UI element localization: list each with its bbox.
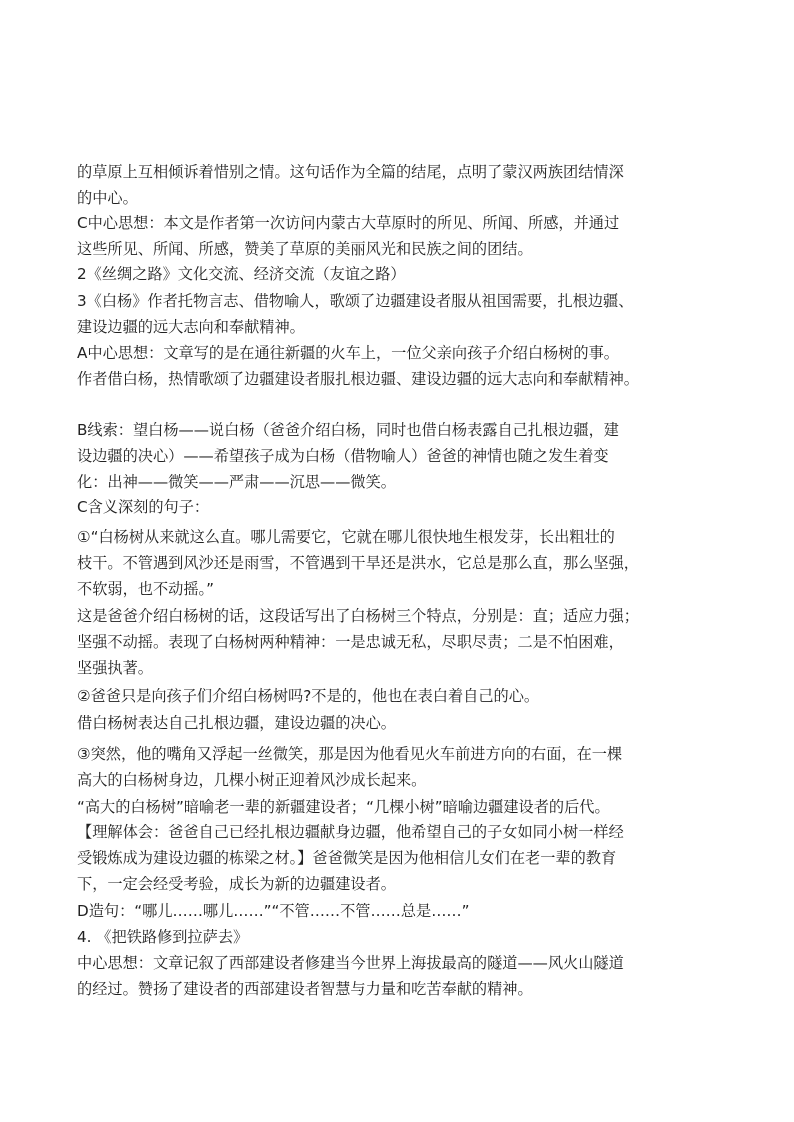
text-line: 枝干。不管遇到风沙还是雨雪，不管遇到干旱还是洪水，它总是那么直，那么坚强， <box>77 554 639 572</box>
text-line: 作者借白杨，热情歌颂了边疆建设者服扎根边疆、建设边疆的远大志向和奉献精神。 <box>77 370 639 388</box>
text-line: 的中心。 <box>77 189 138 207</box>
text-line: 2《丝绸之路》文化交流、经济交流（友谊之路） <box>77 265 406 283</box>
text-line: 的经过。赞扬了建设者的西部建设者智慧与力量和吃苦奉献的精神。 <box>77 980 533 998</box>
text-line: 这些所见、所闻、所感，赞美了草原的美丽风光和民族之间的团结。 <box>77 240 533 258</box>
text-line: C中心思想：本文是作者第一次访问内蒙古大草原时的所见、所闻、所感，并通过 <box>77 214 620 232</box>
text-line: 化：出神——微笑——严肃——沉思——微笑。 <box>77 473 396 491</box>
text-line: 坚强不动摇。表现了白杨树两种精神：一是忠诚无私，尽职尽责；二是不怕困难， <box>77 633 624 651</box>
text-line: 高大的白杨树身边，几棵小树正迎着风沙成长起来。 <box>77 771 427 789</box>
text-line: 下，一定会经受考验，成长为新的边疆建设者。 <box>77 875 396 893</box>
text-line: ③突然，他的嘴角又浮起一丝微笑，那是因为他看见火车前进方向的右面，在一棵 <box>77 745 623 763</box>
text-line: 不软弱，也不动摇。” <box>77 580 214 598</box>
text-line: ②爸爸只是向孩子们介绍白杨树吗?不是的，他也在表白着自己的心。 <box>77 687 540 705</box>
text-line: 坚强执著。 <box>77 659 153 677</box>
text-line: D造句：“哪儿……哪儿……”“不管……不管……总是……” <box>77 902 470 920</box>
text-line: B线索：望白杨——说白杨（爸爸介绍白杨，同时也借白杨表露自己扎根边疆，建 <box>77 421 619 439</box>
text-line: C含义深刻的句子： <box>77 498 210 516</box>
text-line: 3《白杨》作者托物言志、借物喻人，歌颂了边疆建设者服从祖国需要，扎根边疆、 <box>77 292 634 310</box>
text-line: “高大的白杨树”暗喻老一辈的新疆建设者；“几棵小树”暗喻边疆建设者的后代。 <box>77 798 610 816</box>
text-line: 【理解体会：爸爸自己已经扎根边疆献身边疆，他希望自己的子女如同小树一样经 <box>77 823 624 841</box>
text-line: 建设边疆的远大志向和奉献精神。 <box>77 318 305 336</box>
text-line: 设边疆的决心）——希望孩子成为白杨（借物喻人）爸爸的神情也随之发生着变 <box>77 447 609 465</box>
text-line: 借白杨树表达自己扎根边疆，建设边疆的决心。 <box>77 714 396 732</box>
text-line: 中心思想：文章记叙了西部建设者修建当今世界上海拔最高的隧道——风火山隧道 <box>77 954 624 972</box>
text-line: A中心思想：文章写的是在通往新疆的火车上，一位父亲向孩子介绍白杨树的事。 <box>77 344 619 362</box>
text-line: 4. 《把铁路修到拉萨去》 <box>77 928 249 946</box>
text-line: ①“白杨树从来就这么直。哪儿需要它，它就在哪儿很快地生根发芽，长出粗壮的 <box>77 528 615 546</box>
text-line: 的草原上互相倾诉着惜别之情。这句话作为全篇的结尾，点明了蒙汉两族团结情深 <box>77 163 624 181</box>
text-line: 受锻炼成为建设边疆的栋梁之材。】爸爸微笑是因为他相信儿女们在老一辈的教育 <box>77 849 617 867</box>
text-line: 这是爸爸介绍白杨树的话，这段话写出了白杨树三个特点，分别是：直；适应力强； <box>77 607 639 625</box>
